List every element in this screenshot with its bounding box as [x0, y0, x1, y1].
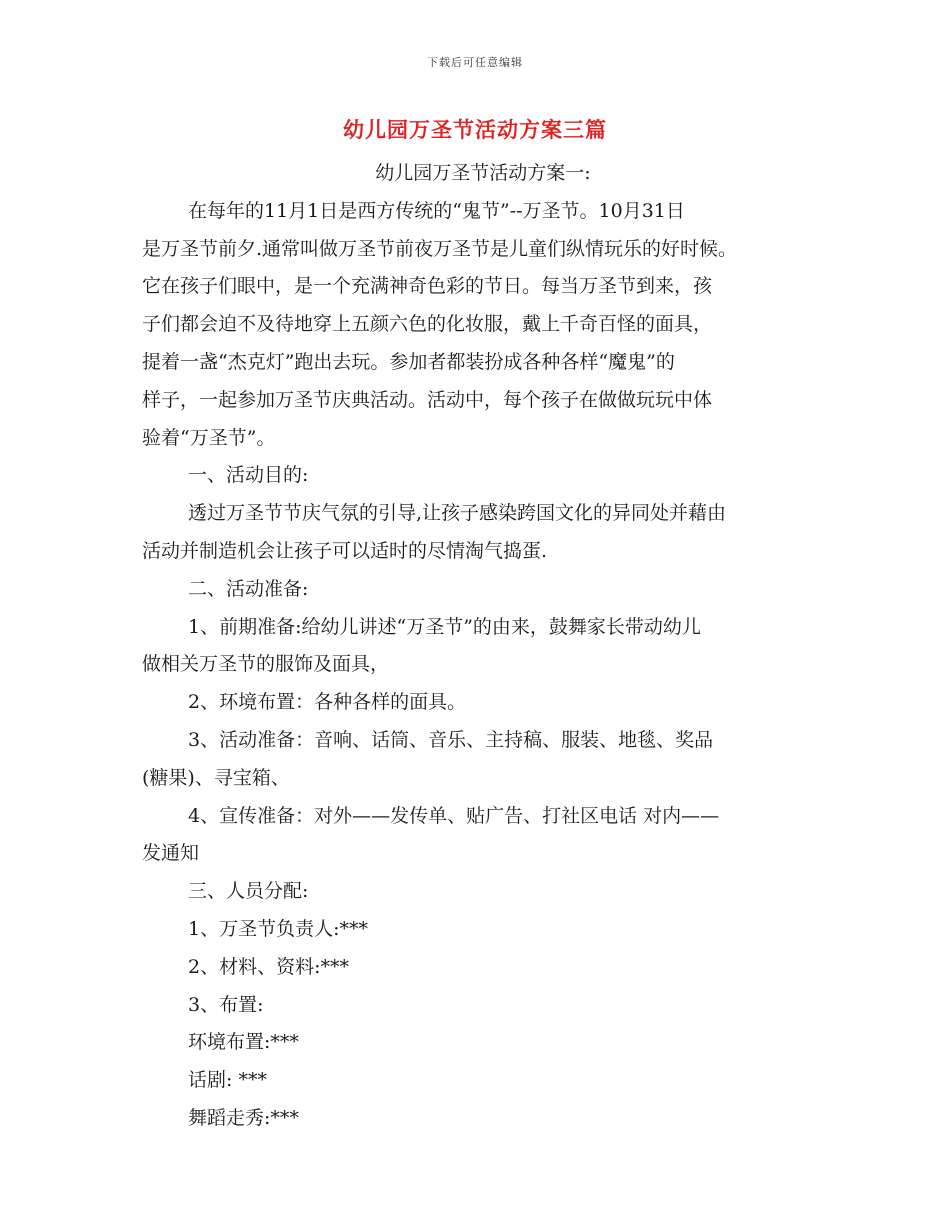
- list-item-continuation: 做相关万圣节的服饰及面具，: [142, 653, 390, 676]
- paragraph-line: 验着“万圣节”。: [142, 426, 276, 449]
- paragraph-line: 活动并制造机会让孩子可以适时的尽情淘气捣蛋.: [142, 539, 548, 562]
- document-body: [142, 155, 832, 1138]
- section-heading: 二、活动准备:: [188, 577, 309, 600]
- list-item: 环境布置:***: [188, 1031, 299, 1054]
- paragraph-line: 样子，一起参加万圣节庆典活动。活动中，每个孩子在做做玩玩中体: [142, 388, 713, 411]
- paragraph-line: 在每年的11月1日是西方传统的“鬼节”--万圣节。10月31日: [188, 199, 685, 222]
- paragraph-line: 它在孩子们眼中，是一个充满神奇色彩的节日。每当万圣节到来，孩: [142, 275, 713, 298]
- list-item: 3、活动准备：音响、话筒、音乐、主持稿、服装、地毯、奖品: [188, 728, 714, 751]
- list-item-continuation: (糖果)、寻宝箱、: [142, 766, 290, 789]
- paragraph-line: 提着一盏“杰克灯”跑出去玩。参加者都装扮成各种各样“魔鬼”的: [142, 350, 675, 373]
- paragraph-line: 透过万圣节节庆气氛的引导,让孩子感染跨国文化的异同处并藉由: [188, 502, 727, 525]
- section-heading: 一、活动目的:: [188, 464, 309, 487]
- list-item: 舞蹈走秀:***: [188, 1106, 299, 1129]
- document-title: 幼儿园万圣节活动方案三篇: [343, 117, 607, 142]
- list-item-continuation: 发通知: [142, 842, 200, 865]
- list-item: 4、宣传准备：对外——发传单、贴广告、打社区电话 对内——: [188, 804, 720, 827]
- list-item: 2、环境布置：各种各样的面具。: [188, 691, 467, 714]
- section-heading: 三、人员分配:: [188, 880, 309, 903]
- list-item: 3、布置:: [188, 993, 264, 1016]
- paragraph-line: 子们都会迫不及待地穿上五颜六色的化妆服，戴上千奇百怪的面具，: [142, 313, 713, 336]
- list-item: 2、材料、资料:***: [188, 955, 349, 978]
- list-item: 话剧: ***: [188, 1069, 267, 1092]
- list-item: 1、万圣节负责人:***: [188, 917, 368, 940]
- list-item: 1、前期准备:给幼儿讲述“万圣节”的由来，鼓舞家长带动幼儿: [188, 615, 701, 638]
- page-header-note: 下载后可任意编辑: [427, 56, 523, 69]
- section-subtitle: 幼儿园万圣节活动方案一:: [375, 162, 591, 184]
- paragraph-line: 是万圣节前夕.通常叫做万圣节前夜万圣节是儿童们纵情玩乐的好时候。: [142, 237, 738, 260]
